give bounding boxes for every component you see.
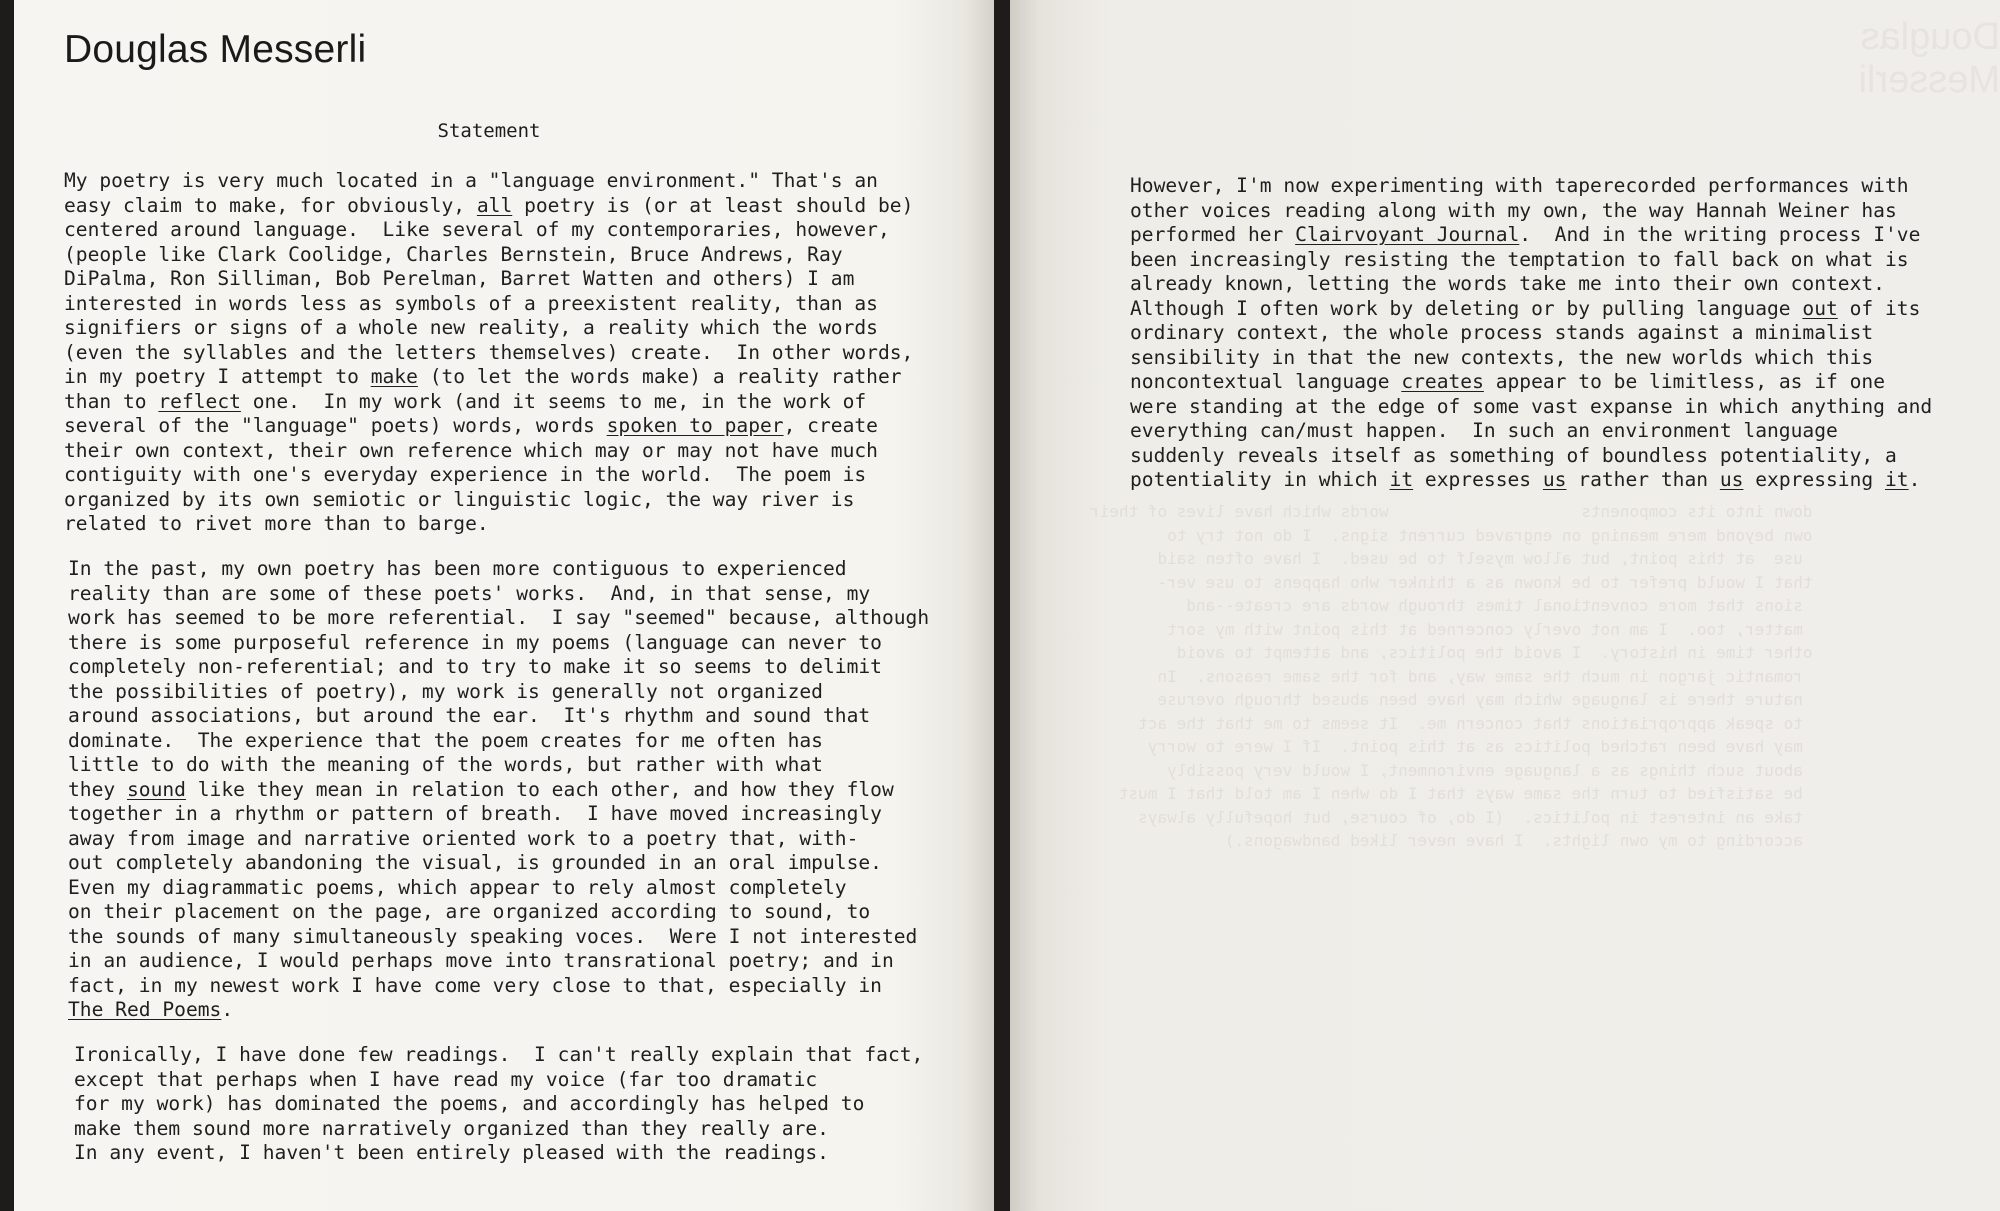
text-run: DiPalma, Ron Silliman, Bob Perelman, Barret Watten and others) I am — [64, 267, 855, 290]
text-run: , create — [783, 414, 878, 437]
text-run: out completely abandoning the visual, is grounded in an oral impulse. — [68, 851, 882, 874]
text-run: My poetry is very much located in a "language environment." That's an — [64, 169, 878, 192]
text-run: ordinary context, the whole process stands against a minimalist — [1130, 321, 1874, 344]
text-run: related to rivet more than to barge. — [64, 512, 489, 535]
underlined-text: sound — [126, 777, 186, 801]
text-run: (people like Clark Coolidge, Charles Bernstein, Bruce Andrews, Ray — [64, 242, 843, 266]
text-run: of its — [1837, 296, 1921, 320]
text-run: (to let the words make) a reality rather — [417, 365, 902, 388]
text-run: other voices reading along with my own, the way Hannah Weiner has — [1130, 198, 1897, 222]
text-run: . — [1908, 468, 1921, 491]
text-run: In the past, my own poetry has been more contiguous to experienced — [68, 557, 847, 580]
underlined-text: us — [1542, 468, 1567, 491]
text-run: in an audience, I would perhaps move into transrational poetry; and in — [68, 949, 894, 972]
show-through-title: Douglas Messerli — [1858, 16, 2000, 101]
underlined-text: it — [1885, 468, 1909, 491]
text-run: together in a rhythm or pattern of breath. I have moved increasingly — [68, 802, 882, 825]
text-run: suddenly reveals itself as something of boundless potentiality, a — [1130, 443, 1897, 467]
statement-heading: Statement — [437, 120, 541, 142]
text-run: work has seemed to be more referential. I say "seemed" because, although — [68, 606, 930, 629]
text-run: several of the "language" poets) words, words — [64, 414, 607, 437]
text-run: been increasingly resisting the temptation to fall back on what is — [1130, 247, 1909, 271]
text-run: except that perhaps when I have read my voice (far too dramatic — [74, 1067, 818, 1091]
underlined-text: spoken to paper — [606, 414, 784, 437]
text-run: (even the syllables and the letters themselves) create. In other words, — [64, 340, 914, 364]
text-run: the possibilities of poetry), my work is generally not organized — [68, 679, 823, 703]
text-run: away from image and narrative oriented work to a poetry that, with- — [68, 826, 859, 850]
text-run: . — [221, 998, 234, 1021]
right-page — [1010, 0, 2000, 1211]
text-run: sensibility in that the new contexts, the new worlds which this — [1130, 345, 1874, 369]
text-run: were standing at the edge of some vast expanse in which anything and — [1130, 394, 1933, 418]
text-run: one. In my work (and it seems to me, in the work of — [240, 389, 867, 413]
text-run: little to do with the meaning of the words, but rather with what — [68, 753, 823, 776]
text-run: completely non-referential; and to try to make it so seems to delimit — [68, 655, 882, 678]
text-run: the sounds of many simultaneously speaking voces. Were I not interested — [68, 924, 918, 948]
text-run: make them sound more narratively organized than they really are. — [74, 1116, 829, 1140]
text-run: performed her — [1130, 223, 1296, 246]
underlined-text: it — [1389, 468, 1414, 491]
text-run: like they mean in relation to each other, and how they flow — [185, 777, 894, 801]
underlined-text: reflect — [158, 389, 241, 413]
text-run: for my work) has dominated the poems, and accordingly has helped to — [74, 1092, 865, 1115]
paragraph — [64, 169, 913, 537]
text-run: dominate. The experience that the poem creates for me often has — [68, 728, 823, 752]
text-run: appear to be limitless, as if one — [1483, 370, 1885, 393]
text-run: everything can/must happen. In such an environment language — [1130, 419, 1838, 442]
paragraph — [68, 557, 929, 1023]
text-run: reality than are some of these poets' works. And, in that sense, my — [68, 581, 871, 605]
underlined-text: Clairvoyant Journal — [1295, 223, 1520, 246]
paragraph — [74, 1043, 923, 1166]
text-run: in my poetry I attempt to — [64, 365, 371, 388]
text-run: poetry is (or at least should be) — [512, 193, 914, 217]
paragraph — [1130, 174, 1932, 493]
text-run: than to — [64, 389, 159, 413]
text-run: they — [68, 777, 127, 801]
text-run: signifiers or signs of a whole new reality, a reality which the words — [64, 316, 878, 339]
text-run: their own context, their own reference which may or may not have much — [64, 438, 878, 462]
text-run: already known, letting the words take me into their own context. — [1130, 272, 1885, 295]
left-page — [14, 0, 994, 1211]
text-run: Although I often work by deleting or by pulling language — [1130, 296, 1803, 320]
text-run: expressing — [1743, 468, 1885, 491]
text-run: interested in words less as symbols of a preexistent reality, than as — [64, 291, 878, 315]
underlined-text: all — [476, 193, 513, 217]
show-through-text: down into its components words which have lives of their own beyond mere meaning on engraved current signs. I do not try to use at this point, but allow myself to be used. I have often said that I would prefer to be known as a thinker who happens to use ver- sions that more conventional times through words are create--and matter, too. I am not overly concerned at this point with my sort other time in history. I avoid the politics, and attempt to avoid romantic jargon in much the same way, and for the same reasons. In nature there is language which may have been abused through overuse to speak appropriations that concern me. It seems to me that the act may have been ratched politics as at this point. If I were to worry about such things as a language environment, I would very possibly be satisfied to turn the same ways that I do when I am told that I must take an interest in politics. (I do, of course, but hopefully always according to my own lights. I have never liked bandwagons.) — [1090, 502, 1813, 850]
author-name: Douglas Messerli — [64, 28, 367, 71]
underlined-text: The Red Poems — [68, 998, 222, 1021]
underlined-text: out — [1802, 296, 1838, 320]
underlined-text: make — [370, 365, 418, 388]
text-run: . And in the writing process I've — [1519, 223, 1921, 246]
text-run: However, I'm now experimenting with taperecorded performances with — [1130, 174, 1909, 197]
text-run: rather than — [1566, 468, 1720, 491]
text-run: organized by its own semiotic or linguistic logic, the way river is — [64, 487, 855, 511]
text-run: Even my diagrammatic poems, which appear to rely almost completely — [68, 875, 847, 899]
text-run: Ironically, I have done few readings. I can't really explain that fact, — [74, 1043, 924, 1066]
text-run: noncontextual language — [1130, 370, 1402, 393]
text-run: on their placement on the page, are organized according to sound, to — [68, 900, 871, 923]
text-run: expresses — [1413, 468, 1543, 491]
text-run: contiguity with one's everyday experience in the world. The poem is — [64, 463, 867, 486]
text-run: potentiality in which — [1130, 468, 1390, 491]
underlined-text: creates — [1401, 370, 1484, 393]
text-run: easy claim to make, for obviously, — [64, 193, 477, 217]
underlined-text: us — [1719, 468, 1744, 491]
text-run: around associations, but around the ear. It's rhythm and sound that — [68, 704, 871, 727]
text-run: In any event, I haven't been entirely pleased with the readings. — [74, 1141, 829, 1164]
text-run: centered around language. Like several of my contemporaries, however, — [64, 218, 890, 241]
text-run: there is some purposeful reference in my poems (language can never to — [68, 630, 882, 654]
text-run: fact, in my newest work I have come very close to that, especially in — [68, 973, 882, 997]
